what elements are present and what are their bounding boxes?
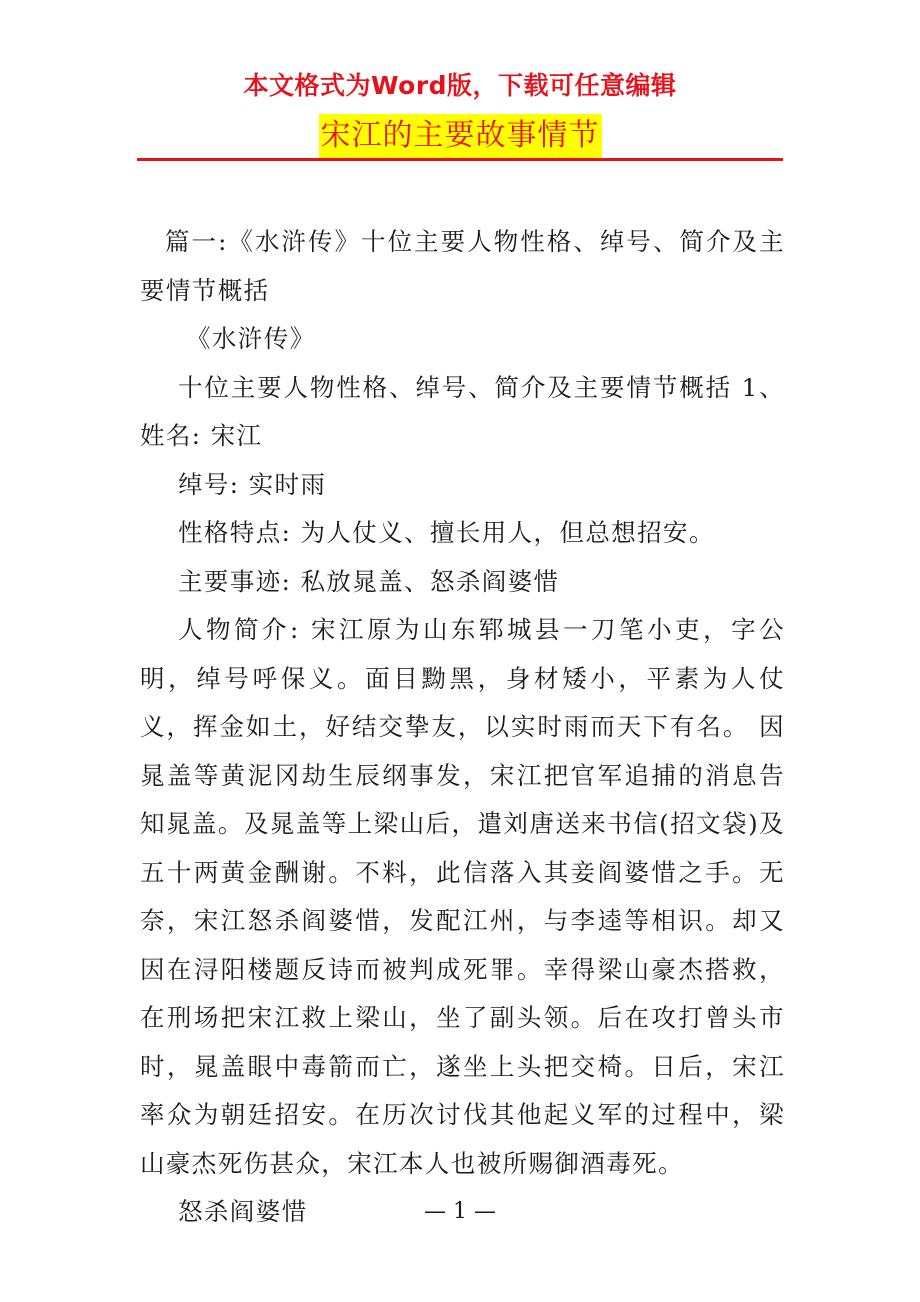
page-number: — 1 — bbox=[424, 1199, 496, 1224]
paragraph-intro: 十位主要人物性格、绰号、简介及主要情节概括 1、姓名: 宋江 bbox=[140, 372, 785, 450]
paragraph-personality: 性格特点: 为人仗义、擅长用人，但总想招安。 bbox=[178, 518, 715, 547]
paragraph-section-heading: 怒杀阎婆惜 bbox=[178, 1197, 308, 1226]
paragraph-biography: 人物简介: 宋江原为山东郓城县一刀笔小吏，字公明，绰号呼保义。面目黝黑，身材矮小，平素为人仗义，挥金如土，好结交挚友，以实时雨而天下有名。 因晁盖等黄泥冈劫生辰纲事发，宋江把官军追捕的消息告知晁盖。及晁盖等上梁山后，遣刘唐送来书信(招文袋)及五十两黄金酬谢。不料，此信落入其妾阎婆惜之手。无奈，宋江怒杀阎婆惜，发配江州，与李逵等相识。却又因在浔阳楼题反诗而被判成死罪。幸得梁山豪杰搭救，在刑场把宋江救上梁山，坐了副头领。后在攻打曾头市时，晁盖眼中毒箭而亡，遂坐上头把交椅。日后，宋江率众为朝廷招安。在历次讨伐其他起义军的过程中，梁山豪杰死伤甚众，宋江本人也被所赐御酒毒死。 bbox=[140, 615, 785, 1178]
title-divider bbox=[137, 158, 783, 161]
paragraph-deeds: 主要事迹: 私放晁盖、怒杀阎婆惜 bbox=[178, 566, 560, 596]
title-container bbox=[0, 114, 920, 158]
document-body bbox=[140, 218, 785, 1237]
paragraph-heading: 篇一:《水浒传》十位主要人物性格、绰号、简介及主要情节概括 bbox=[140, 227, 785, 305]
document-title: 宋江的主要故事情节 bbox=[319, 114, 602, 158]
paragraph-book-title: 《水浒传》 bbox=[186, 324, 316, 353]
format-notice: 本文格式为Word版，下载可任意编辑 bbox=[243, 71, 677, 100]
paragraph-nickname: 绰号: 实时雨 bbox=[178, 469, 327, 499]
